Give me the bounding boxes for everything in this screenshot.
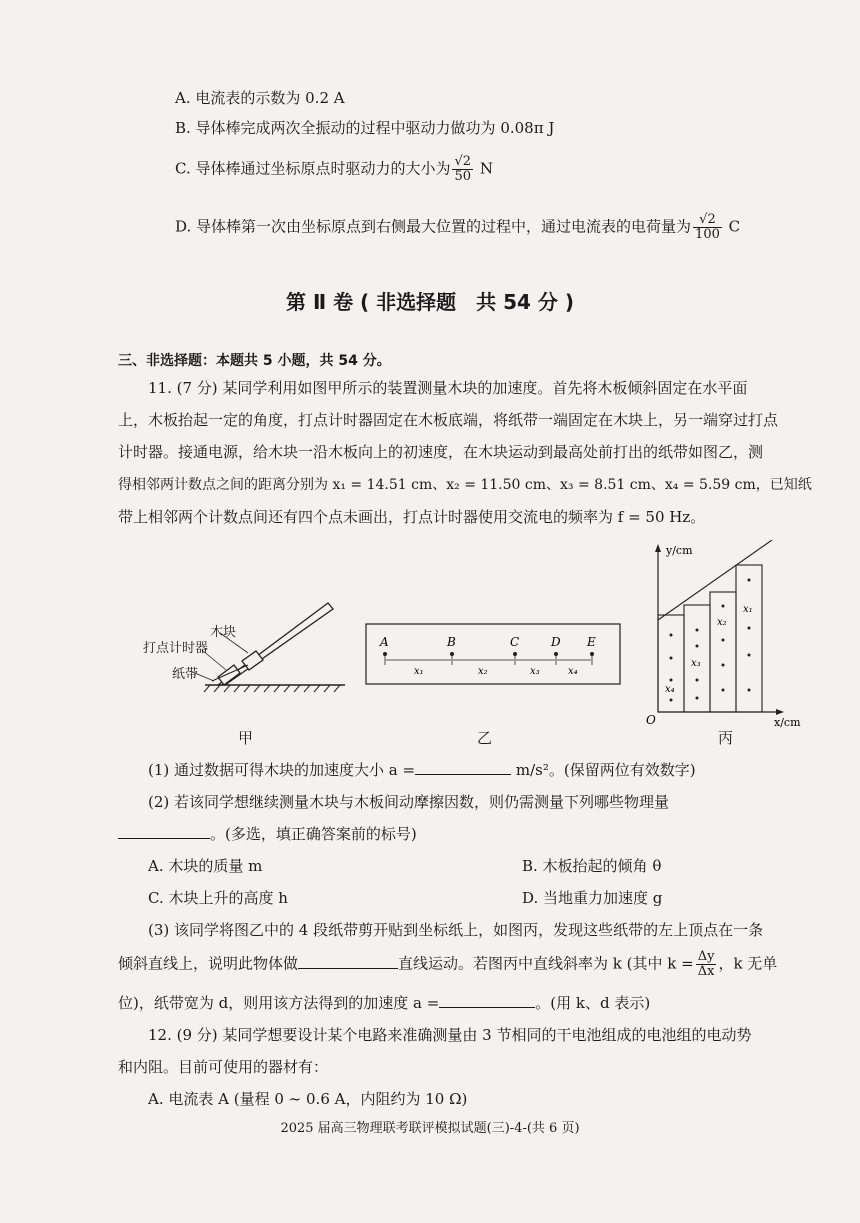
q11-part3-line2 bbox=[118, 950, 777, 979]
y-axis-label: y/cm bbox=[666, 544, 693, 557]
caption-bing: 丙 bbox=[718, 729, 734, 747]
option-d-numerator: √2 bbox=[693, 213, 722, 228]
q11-part3-text-d: 位)，纸带宽为 d，则用该方法得到的加速度 a = bbox=[118, 994, 440, 1012]
tape-seg-x3: x₃ bbox=[530, 666, 540, 677]
q11-part2-line2 bbox=[118, 823, 417, 845]
slope-denominator: Δx bbox=[697, 964, 715, 979]
q11-option-d: D. 当地重力加速度 g bbox=[522, 889, 663, 907]
distance-arrows bbox=[385, 654, 592, 665]
q11-option-c: C. 木块上升的高度 h bbox=[148, 889, 288, 907]
x-axis-arrow bbox=[776, 709, 784, 715]
x-axis-label: x/cm bbox=[774, 716, 801, 729]
q12-line-3: A. 电流表 A (量程 0 ~ 0.6 A，内阻约为 10 Ω) bbox=[148, 1090, 468, 1108]
option-b: B. 导体棒完成两次全振动的过程中驱动力做功为 0.08π J bbox=[175, 119, 555, 137]
tape-label-b: B bbox=[447, 635, 456, 649]
q11-option-a: A. 木块的质量 m bbox=[148, 857, 263, 875]
answer-blank-4[interactable] bbox=[439, 993, 535, 1008]
option-d-unit: C bbox=[728, 217, 741, 236]
option-d-fraction bbox=[693, 213, 722, 242]
strip-label-x4: x₄ bbox=[665, 684, 675, 695]
figure-bing bbox=[630, 540, 810, 730]
option-d-text: D. 导体棒第一次由坐标原点到右侧最大位置的过程中，通过电流表的电荷量为 bbox=[175, 217, 692, 236]
answer-blank-1[interactable] bbox=[415, 760, 511, 775]
tape-seg-x1: x₁ bbox=[414, 666, 424, 677]
q11-line-2: 上，木板抬起一定的角度，打点计时器固定在木板底端，将纸带一端固定在木块上，另一端穿过打点 bbox=[118, 411, 779, 429]
q12-line-2: 和内阻。目前可使用的器材有： bbox=[118, 1058, 329, 1076]
part-title: 第 Ⅱ 卷 ( 非选择题 共 54 分 ) bbox=[285, 290, 575, 314]
label-timer: 打点计时器 bbox=[143, 641, 209, 656]
q11-part2-note: 。(多选，填正确答案前的标号) bbox=[210, 825, 417, 843]
strip-label-x1: x₁ bbox=[743, 604, 753, 615]
answer-blank-2[interactable] bbox=[118, 824, 210, 839]
strip-label-x3: x₃ bbox=[691, 658, 701, 669]
page-footer: 2025 届高三物理联考联评模拟试题(三)-4-(共 6 页) bbox=[280, 1121, 580, 1136]
q11-part3-line1: (3) 该同学将图乙中的 4 段纸带剪开贴到坐标纸上，如图丙，发现这些纸带的左上顶点在一条 bbox=[148, 921, 764, 939]
q11-part3-line3 bbox=[118, 992, 650, 1014]
q11-line-1: 11. (7 分) 某同学利用如图甲所示的装置测量木块的加速度。首先将木板倾斜固定在水平面 bbox=[148, 379, 748, 397]
label-tape: 纸带 bbox=[172, 667, 199, 682]
strip-x2 bbox=[710, 592, 736, 712]
ground-hatch bbox=[204, 685, 340, 692]
slope-fraction bbox=[696, 950, 717, 979]
strip-label-x2: x₂ bbox=[717, 617, 727, 628]
slope-numerator: Δy bbox=[697, 949, 715, 964]
origin-label: O bbox=[646, 713, 656, 727]
label-block: 木块 bbox=[210, 625, 237, 640]
option-c-unit: N bbox=[479, 159, 493, 178]
q11-part3-text-b: 直线运动。若图丙中直线斜率为 k (其中 k = bbox=[398, 954, 694, 973]
q11-part3-text-c: ，k 无单 bbox=[718, 954, 778, 973]
q11-line-3: 计时器。接通电源，给木块一沿木板向上的初速度，在木块运动到最高处前打出的纸带如图乙，测 bbox=[118, 443, 764, 461]
q11-option-b: B. 木板抬起的倾角 θ bbox=[522, 857, 662, 875]
option-d bbox=[175, 213, 740, 242]
section-heading: 三、非选择题：本题共 5 小题，共 54 分。 bbox=[118, 353, 391, 369]
tape-label-e: E bbox=[587, 635, 596, 649]
answer-blank-3[interactable] bbox=[298, 954, 398, 969]
option-c bbox=[175, 155, 493, 184]
figure-yi bbox=[360, 620, 625, 690]
tape-label-d: D bbox=[551, 635, 561, 649]
caption-jia: 甲 bbox=[238, 729, 254, 747]
tape-label-c: C bbox=[510, 635, 520, 649]
q11-part3-text-e: 。(用 k、d 表示) bbox=[535, 994, 651, 1012]
timer-box bbox=[218, 665, 240, 685]
option-d-denominator: 100 bbox=[695, 227, 720, 242]
y-axis-arrow bbox=[655, 544, 661, 552]
q11-part3-text-a: 倾斜直线上，说明此物体做 bbox=[118, 954, 299, 973]
option-c-text: C. 导体棒通过坐标原点时驱动力的大小为 bbox=[175, 159, 451, 178]
q11-part1-text: (1) 通过数据可得木块的加速度大小 a = bbox=[148, 761, 416, 779]
q12-line-1: 12. (9 分) 某同学想要设计某个电路来准确测量由 3 节相同的干电池组成的电池组的电动势 bbox=[148, 1026, 752, 1044]
q11-part2-line1: (2) 若该同学想继续测量木块与木板间动摩擦因数，则仍需测量下列哪些物理量 bbox=[148, 793, 670, 811]
tape-seg-x2: x₂ bbox=[478, 666, 488, 677]
tape-points bbox=[383, 652, 594, 656]
option-c-denominator: 50 bbox=[454, 169, 472, 184]
option-c-fraction bbox=[452, 155, 473, 184]
q11-line-4: 得相邻两计数点之间的距离分别为 x₁ = 14.51 cm、x₂ = 11.50 cm、x₃ = 8.51 cm、x₄ = 5.59 cm，已知纸 bbox=[118, 477, 812, 493]
caption-yi: 乙 bbox=[477, 729, 493, 747]
option-c-numerator: √2 bbox=[454, 154, 472, 169]
strip-x4 bbox=[658, 615, 684, 712]
tape-label-a: A bbox=[380, 635, 389, 649]
tape-outline bbox=[366, 624, 620, 684]
option-a: A. 电流表的示数为 0.2 A bbox=[175, 89, 345, 107]
q11-line-5: 带上相邻两个计数点间还有四个点未画出，打点计时器使用交流电的频率为 f = 50 Hz。 bbox=[118, 508, 706, 526]
q11-part1 bbox=[148, 759, 696, 781]
q11-part1-unit: m/s²。(保留两位有效数字) bbox=[515, 761, 696, 779]
tape-seg-x4: x₄ bbox=[568, 666, 578, 677]
